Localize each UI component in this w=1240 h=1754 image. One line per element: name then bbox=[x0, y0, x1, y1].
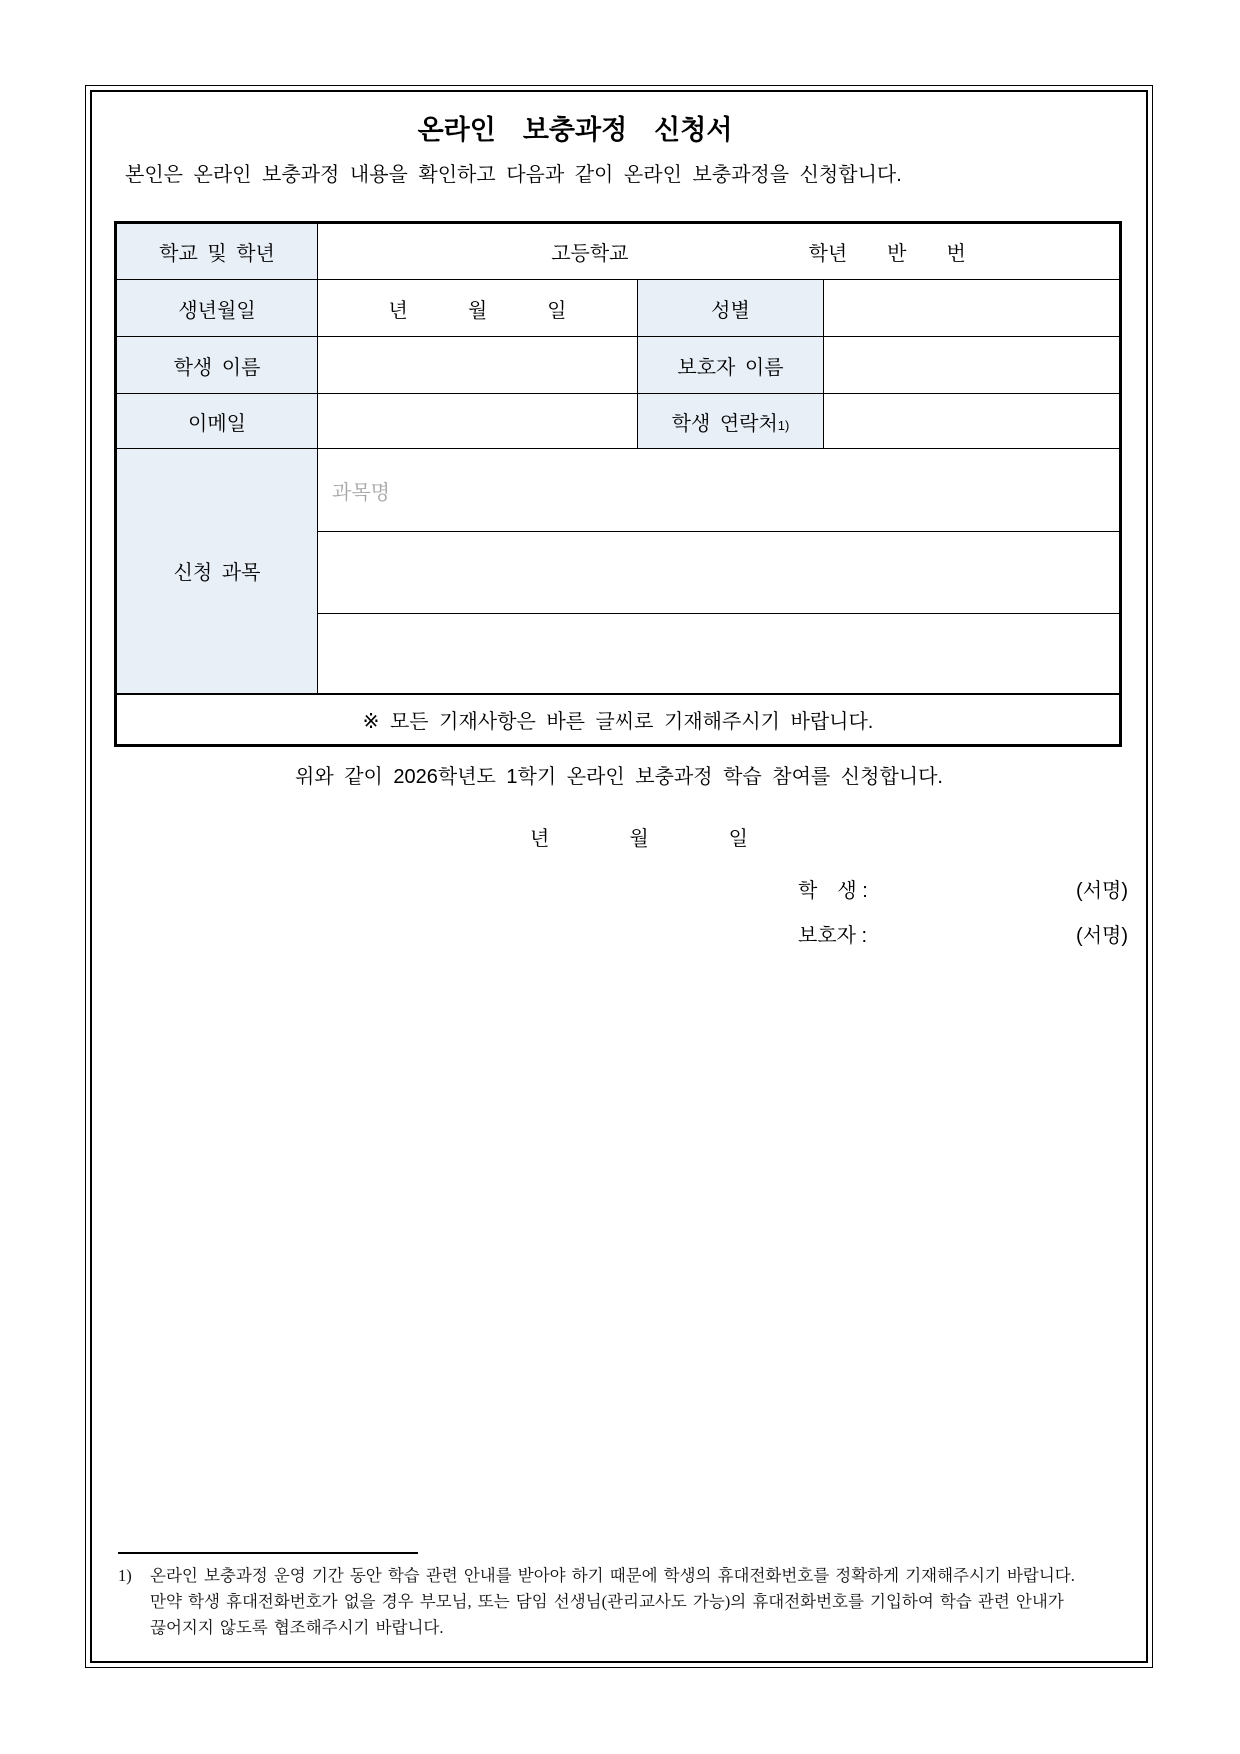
student-name-input-cell[interactable] bbox=[318, 337, 638, 394]
subject-input-cell-1[interactable]: 과목명 bbox=[318, 449, 1121, 532]
email-label: 이메일 bbox=[116, 394, 318, 449]
page-border-frame-inner bbox=[90, 90, 1148, 1663]
table-row-birthdate bbox=[116, 280, 1121, 337]
application-form-table bbox=[114, 221, 1122, 747]
footnote-line-2: 만약 학생 휴대전화번호가 없을 경우 부모님, 또는 담임 선생님(관리교사도 가능)의 휴대전화번호를 기입하여 학습 관련 안내가 bbox=[150, 1592, 1064, 1611]
table-row-note bbox=[116, 694, 1121, 746]
subject-input-cell-3[interactable] bbox=[318, 614, 1121, 694]
closing-statement: 위와 같이 2026학년도 1학기 온라인 보충과정 학습 참여를 신청합니다. bbox=[295, 766, 943, 788]
guardian-name-input-cell[interactable] bbox=[824, 337, 1121, 394]
date-fill-in-line[interactable]: 년 월 일 bbox=[530, 828, 748, 850]
table-row-school bbox=[116, 223, 1121, 280]
table-row-student-name bbox=[116, 337, 1121, 394]
guardian-name-label: 보호자 이름 bbox=[638, 337, 824, 394]
gender-label: 성별 bbox=[638, 280, 824, 337]
footnote-block bbox=[118, 1552, 1118, 1641]
guardian-signature-slot[interactable]: (서명) bbox=[1076, 925, 1128, 947]
table-row-email bbox=[116, 394, 1121, 449]
handwriting-note: ※ 모든 기재사항은 바른 글씨로 기재해주시기 바랍니다. bbox=[116, 694, 1121, 746]
guardian-signature-label: 보호자 : bbox=[798, 925, 868, 947]
footnote-reference-mark: 1) bbox=[777, 417, 790, 433]
signature-block bbox=[798, 878, 1128, 949]
subjects-label: 신청 과목 bbox=[116, 449, 318, 694]
footnote-line-3: 끊어지지 않도록 협조해주시기 바랍니다. bbox=[150, 1618, 444, 1637]
school-grade-label: 학교 및 학년 bbox=[116, 223, 318, 280]
student-phone-input-cell[interactable] bbox=[824, 394, 1121, 449]
student-signature-label: 학 생 : bbox=[798, 880, 868, 902]
school-grade-input-cell[interactable]: 고등학교 학년 반 번 bbox=[318, 223, 1121, 280]
footnote-line-1-text: 온라인 보충과정 운영 기간 동안 학습 관련 안내를 받아야 하기 때문에 학생의 휴대전화번호를 정확하게 기재해주시기 바랍니다. bbox=[150, 1566, 1075, 1585]
table-row-subject-1 bbox=[116, 449, 1121, 532]
email-input-cell[interactable] bbox=[318, 394, 638, 449]
student-signature-row[interactable] bbox=[798, 878, 1128, 904]
page-title: 온라인 보충과정 신청서 bbox=[417, 115, 733, 145]
student-phone-label-text: 학생 연락처 bbox=[671, 412, 778, 435]
footnote-line-1 bbox=[118, 1563, 1118, 1589]
gender-input-cell[interactable] bbox=[824, 280, 1121, 337]
birthdate-input-cell[interactable]: 년 월 일 bbox=[318, 280, 638, 337]
student-signature-slot[interactable]: (서명) bbox=[1076, 880, 1128, 902]
footnote-marker: 1) bbox=[118, 1566, 132, 1585]
intro-text: 본인은 온라인 보충과정 내용을 확인하고 다음과 같이 온라인 보충과정을 신청합니다. bbox=[125, 164, 902, 186]
footnote-separator-rule bbox=[118, 1552, 418, 1554]
student-name-label: 학생 이름 bbox=[116, 337, 318, 394]
page-border-frame bbox=[85, 85, 1153, 1668]
subject-input-cell-2[interactable] bbox=[318, 532, 1121, 614]
student-phone-label bbox=[638, 394, 824, 449]
birthdate-label: 생년월일 bbox=[116, 280, 318, 337]
guardian-signature-row[interactable] bbox=[798, 923, 1128, 949]
